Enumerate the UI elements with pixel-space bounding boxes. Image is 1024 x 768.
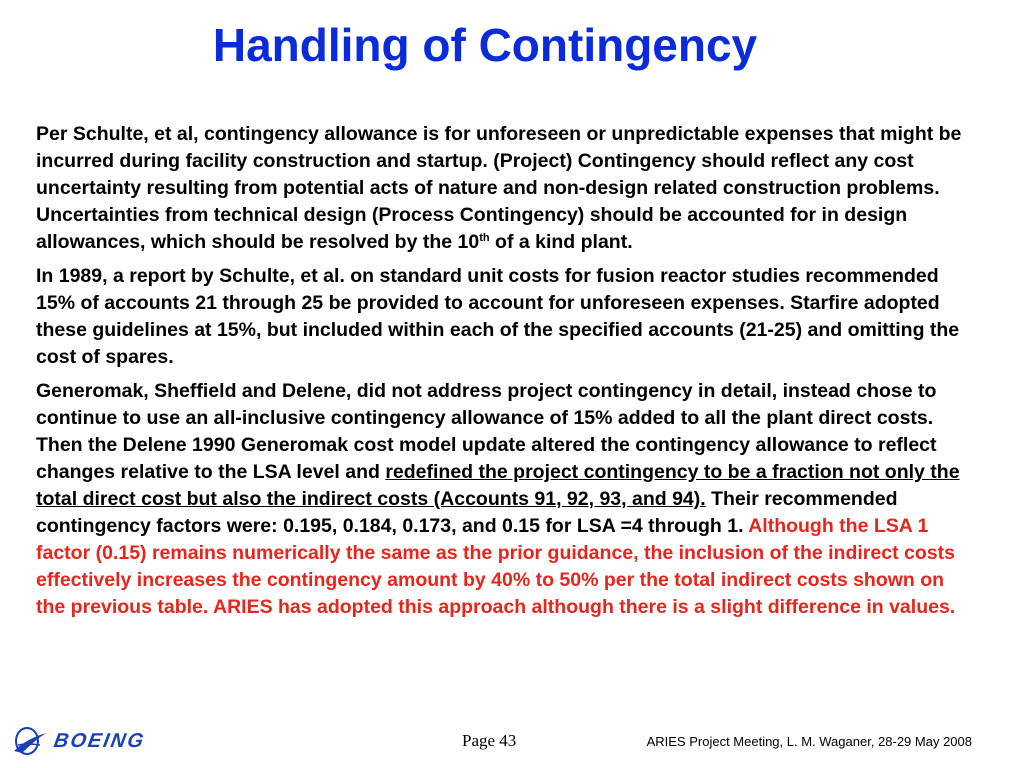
meeting-footer: ARIES Project Meeting, L. M. Waganer, 28-29 May 2008 xyxy=(646,734,972,749)
paragraph-generomak xyxy=(36,378,966,621)
paragraph-1989-report: In 1989, a report by Schulte, et al. on standard unit costs for fusion reactor studies recommended 15% of accounts 21 through 25 be provided to account for unforeseen expenses. Starfire adopted these guidelines at 15%, but included within each of the specified accounts (21-25) and omitting the cost of spares. xyxy=(36,265,960,368)
red-highlight-text: Although the LSA 1 factor (0.15) remains numerically the same as the prior guidance, the inclusion of the indirect costs effectively increases the contingency amount by 40% to 50% per the total indirect costs shown on the previous table. ARIES has adopted this approach although there is a slight difference in values. xyxy=(36,515,956,618)
ordinal-superscript: th xyxy=(479,232,490,244)
page-number: Page 43 xyxy=(462,731,517,750)
slide-body xyxy=(36,121,966,621)
slide-title: Handling of Contingency xyxy=(212,19,758,71)
paragraph-1-tail: of a kind plant. xyxy=(489,231,633,253)
underlined-redefinition: redefined the project contingency to be a fraction not only the total direct cost but also the indirect costs (Accounts 91, 92, 93, and 94). xyxy=(36,461,960,510)
paragraph-schulte-definition xyxy=(36,121,966,256)
boeing-symbol-icon xyxy=(12,725,48,757)
paragraph-3-factors: Their recommended contingency factors were: 0.195, 0.184, 0.173, and 0.15 for LSA =4 through 1. xyxy=(36,488,898,537)
paragraph-1-text: Per Schulte, et al, contingency allowance is for unforeseen or unpredictable expenses that might be incurred during facility construction and startup. (Project) Contingency should reflect any cost uncertainty resulting from potential acts of nature and non-design related construction problems. Uncertainties from technical design (Process Contingency) should be accounted for in design allowances, which should be resolved by the 10 xyxy=(36,123,962,253)
boeing-wordmark: BOEING xyxy=(52,729,147,752)
paragraph-3-intro: Generomak, Sheffield and Delene, did not address project contingency in detail, instead chose to continue to use an all-inclusive contingency allowance of 15% added to all the plant direct costs. Then the Delene 1990 Generomak cost model update altered the contingency allowance to reflect changes relative to the LSA level and xyxy=(36,380,937,483)
boeing-logo xyxy=(12,725,145,757)
